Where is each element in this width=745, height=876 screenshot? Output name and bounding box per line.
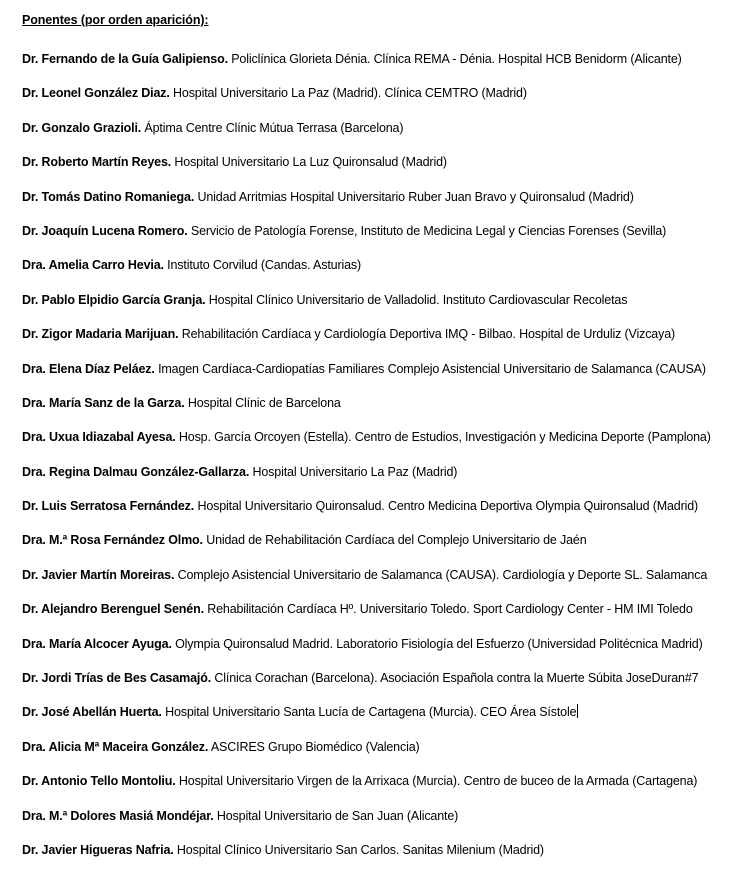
- speaker-row: [22, 532, 711, 566]
- speaker-affiliation: Áptima Centre Clínic Mútua Terrasa (Barcelona): [144, 120, 404, 135]
- speaker-name: Dr. Javier Higueras Nafria.: [22, 842, 174, 857]
- speaker-name: Dr. Javier Martín Moreiras.: [22, 567, 175, 582]
- speaker-affiliation: Policlínica Glorieta Dénia. Clínica REMA - Dénia. Hospital HCB Benidorm (Alicante): [231, 52, 682, 66]
- speaker-affiliation: ASCIRES Grupo Biomédico (Valencia): [210, 739, 420, 754]
- speaker-name: Dr. Leonel González Diaz.: [22, 86, 170, 101]
- speaker-row: [22, 670, 711, 704]
- speaker-name: Dra. María Sanz de la Garza.: [22, 395, 185, 410]
- speaker-name: Dr. Pablo Elpidio García Granja.: [22, 292, 206, 307]
- speaker-affiliation: Hospital Universitario Virgen de la Arrixaca (Murcia). Centro de buceo de la Armada (Cartagena): [178, 774, 698, 789]
- speaker-affiliation: Unidad de Rehabilitación Cardíaca del Complejo Universitario de Jaén: [206, 533, 587, 548]
- speaker-row: [22, 361, 711, 395]
- section-heading: Ponentes (por orden aparición):: [22, 13, 209, 27]
- speaker-row: [22, 51, 711, 85]
- speaker-name: Dra. Amelia Carro Hevia.: [22, 258, 164, 273]
- speaker-name: Dr. Jordi Trías de Bes Casamajó.: [22, 671, 212, 686]
- speaker-name: Dr. Joaquín Lucena Romero.: [22, 223, 188, 238]
- speaker-name: Dra. M.ª Dolores Masiá Mondéjar.: [22, 808, 214, 823]
- speaker-row: [22, 326, 711, 360]
- speaker-name: Dr. Gonzalo Grazioli.: [22, 120, 142, 135]
- speaker-affiliation: Complejo Asistencial Universitario de Salamanca (CAUSA). Cardiología y Deporte SL. Salamanca: [177, 567, 708, 582]
- speaker-affiliation: Hospital Clínic de Barcelona: [187, 395, 341, 410]
- speaker-row: [22, 773, 711, 807]
- speaker-name: Dra. M.ª Rosa Fernández Olmo.: [22, 533, 203, 548]
- speaker-name: Dr. Zigor Madaria Marijuan.: [22, 327, 179, 342]
- speaker-name: Dra. Regina Dalmau González-Gallarza.: [22, 464, 250, 479]
- speaker-row: [22, 704, 711, 738]
- speaker-affiliation: Unidad Arritmias Hospital Universitario Ruber Juan Bravo y Quironsalud (Madrid): [197, 189, 634, 204]
- speaker-affiliation: Hospital Universitario La Luz Quironsalud (Madrid): [174, 155, 447, 170]
- speaker-row: [22, 498, 711, 532]
- speaker-name: Dra. Elena Díaz Peláez.: [22, 361, 155, 376]
- speaker-row: [22, 257, 711, 291]
- speaker-name: Dra. Alicia Mª Maceira González.: [22, 739, 209, 754]
- speaker-affiliation: Servicio de Patología Forense, Instituto de Medicina Legal y Ciencias Forenses (Sevilla): [190, 223, 667, 238]
- speaker-row: [22, 842, 711, 876]
- speaker-affiliation: Rehabilitación Cardíaca y Cardiología Deportiva IMQ - Bilbao. Hospital de Urduliz (Vizcaya): [181, 327, 676, 342]
- speaker-row: [22, 636, 711, 670]
- speaker-row: [22, 429, 711, 463]
- speaker-name: Dr. Alejandro Berenguel Senén.: [22, 602, 204, 617]
- speaker-affiliation: Hospital Universitario de San Juan (Alicante): [216, 808, 459, 823]
- speaker-affiliation: Clínica Corachan (Barcelona). Asociación Española contra la Muerte Súbita JoseDuran#7: [214, 671, 699, 686]
- speaker-affiliation: Hosp. García Orcoyen (Estella). Centro de Estudios, Investigación y Medicina Deporte (Pamplona): [178, 430, 711, 445]
- speaker-row: [22, 292, 711, 326]
- speaker-row: [22, 464, 711, 498]
- speaker-affiliation: Instituto Corvilud (Candas. Asturias): [167, 258, 362, 273]
- speaker-name: Dr. Luis Serratosa Fernández.: [22, 499, 195, 514]
- speaker-row: [22, 739, 711, 773]
- speaker-row: [22, 85, 711, 119]
- speaker-name: Dra. María Alcocer Ayuga.: [22, 636, 172, 651]
- speaker-name: Dr. Fernando de la Guía Galipienso.: [22, 52, 228, 66]
- text-cursor: [577, 704, 578, 718]
- speaker-name: Dr. Tomás Datino Romaniega.: [22, 189, 195, 204]
- speaker-name: Dr. José Abellán Huerta.: [22, 705, 162, 720]
- speaker-row: [22, 120, 711, 154]
- speaker-affiliation: Hospital Universitario La Paz (Madrid). Clínica CEMTRO (Madrid): [173, 86, 527, 101]
- speaker-list: [22, 51, 711, 876]
- speaker-affiliation: Hospital Clínico Universitario de Valladolid. Instituto Cardiovascular Recoletas: [208, 292, 628, 307]
- speaker-row: [22, 601, 711, 635]
- speaker-name: Dra. Uxua Idiazabal Ayesa.: [22, 430, 176, 445]
- speaker-affiliation: Imagen Cardíaca-Cardiopatías Familiares Complejo Asistencial Universitario de Salamanca (CAUSA): [158, 361, 706, 376]
- speaker-row: [22, 154, 711, 188]
- speaker-affiliation: Rehabilitación Cardíaca Hº. Universitario Toledo. Sport Cardiology Center - HM IMI Toledo: [207, 602, 693, 617]
- speaker-row: [22, 567, 711, 601]
- speaker-name: Dr. Antonio Tello Montoliu.: [22, 774, 176, 789]
- speaker-affiliation: Hospital Universitario Santa Lucía de Cartagena (Murcia). CEO Área Sístole: [165, 705, 577, 720]
- speaker-affiliation: Hospital Universitario La Paz (Madrid): [252, 464, 458, 479]
- speaker-row: [22, 395, 711, 429]
- speaker-row: [22, 223, 711, 257]
- speaker-row: [22, 189, 711, 223]
- speaker-affiliation: Hospital Clínico Universitario San Carlos. Sanitas Milenium (Madrid): [176, 842, 544, 857]
- speaker-name: Dr. Roberto Martín Reyes.: [22, 155, 172, 170]
- speaker-affiliation: Hospital Universitario Quironsalud. Centro Medicina Deportiva Olympia Quironsalud (Madrid): [197, 499, 699, 514]
- speaker-row: [22, 808, 711, 842]
- speaker-affiliation: Olympia Quironsalud Madrid. Laboratorio Fisiología del Esfuerzo (Universidad Politécnica Madrid): [175, 636, 703, 651]
